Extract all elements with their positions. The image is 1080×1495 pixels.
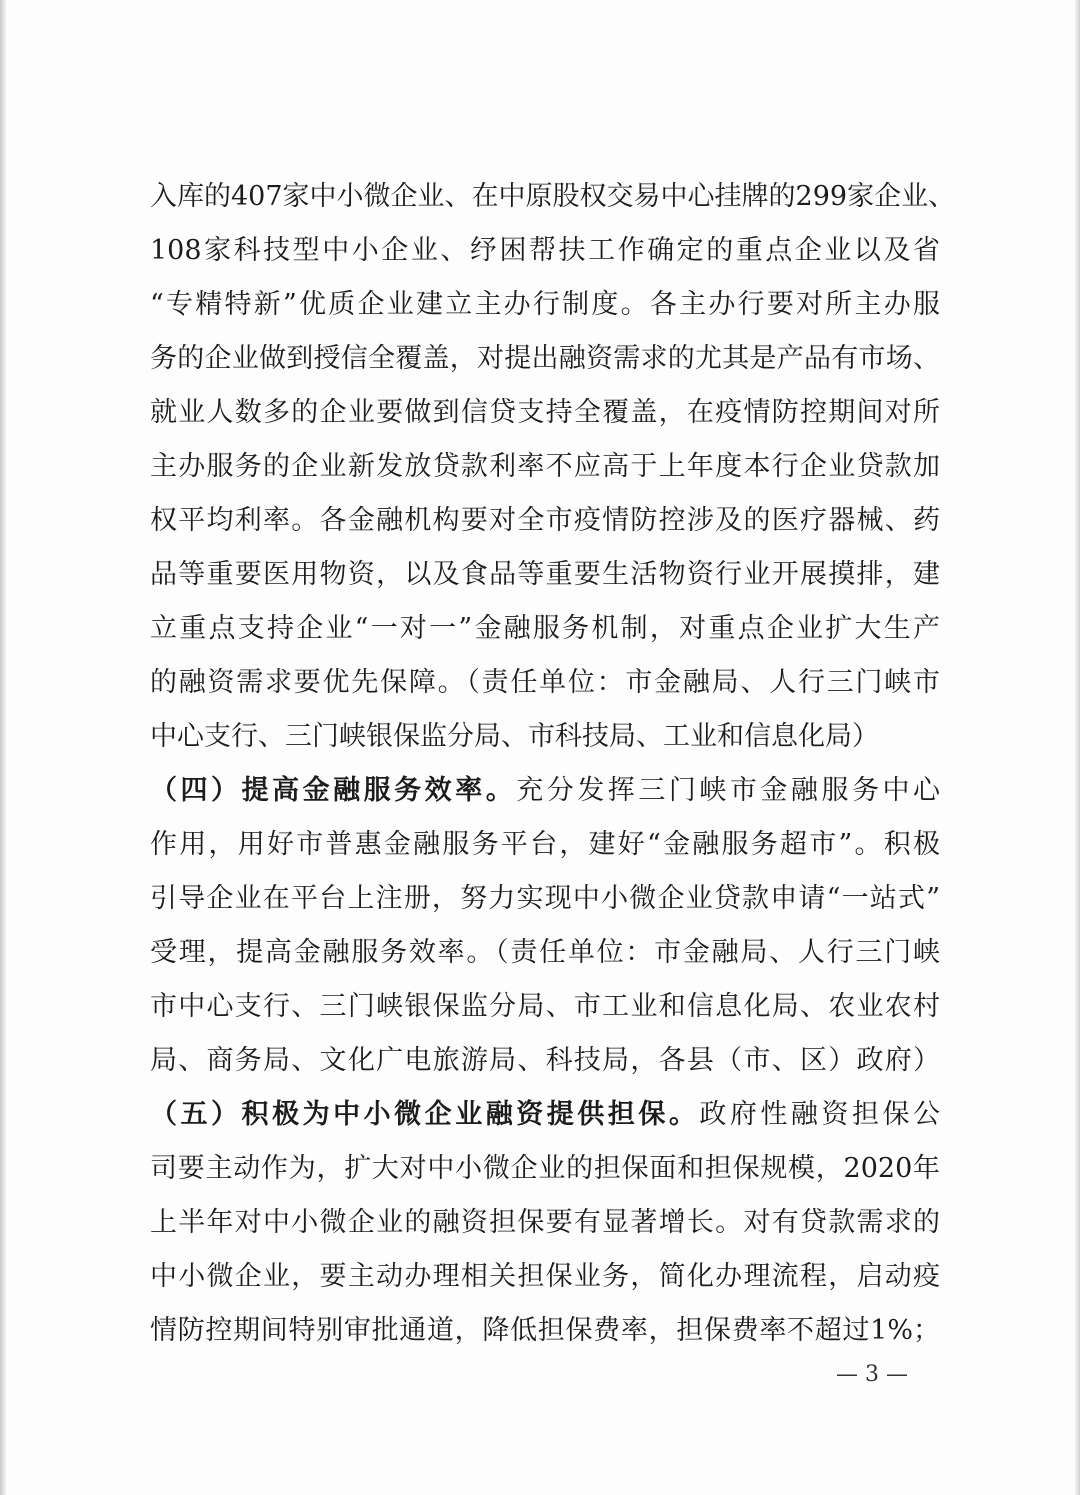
body-line: 就业人数多的企业要做到信贷支持全覆盖，在疫情防控期间对所 (150, 397, 940, 428)
section-4-heading: （四）提高金融服务效率。 (150, 775, 517, 806)
document-body (150, 170, 956, 1358)
body-line: 情防控期间特别审批通道，降低担保费率，担保费率不超过1%； (150, 1315, 940, 1346)
body-line: 108家科技型中小企业、纾困帮扶工作确定的重点企业以及省 (150, 235, 940, 266)
body-line: 上半年对中小微企业的融资担保要有显著增长。对有贷款需求的 (150, 1207, 940, 1238)
body-line: 局、商务局、文化广电旅游局、科技局，各县（市、区）政府） (150, 1045, 940, 1076)
body-line: 引导企业在平台上注册，努力实现中小微企业贷款申请“一站式” (150, 883, 940, 914)
section-5-heading: （五）积极为中小微企业融资提供担保。 (150, 1099, 700, 1130)
body-line: 中小微企业，要主动办理相关担保业务，简化办理流程，启动疫 (150, 1261, 940, 1292)
page-edge-left (0, 0, 6, 1495)
body-line: 入库的407家中小微企业、在中原股权交易中心挂牌的299家企业、 (150, 181, 956, 212)
body-line: 受理，提高金融服务效率。（责任单位：市金融局、人行三门峡 (150, 937, 940, 968)
body-line: 务的企业做到授信全覆盖，对提出融资需求的尤其是产品有市场、 (150, 343, 940, 374)
body-line: 市中心支行、三门峡银保监分局、市工业和信息化局、农业农村 (150, 991, 940, 1022)
body-line: “专精特新”优质企业建立主办行制度。各主办行要对所主办服 (150, 289, 940, 320)
section-5-first-line (150, 1088, 940, 1142)
section-4-first-line (150, 764, 940, 818)
body-line: 品等重要医用物资，以及食品等重要生活物资行业开展摸排，建 (150, 559, 940, 590)
body-line: 立重点支持企业“一对一”金融服务机制，对重点企业扩大生产 (150, 613, 940, 644)
body-line: 作用，用好市普惠金融服务平台，建好“金融服务超市”。积极 (150, 829, 940, 860)
body-line: 权平均利率。各金融机构要对全市疫情防控涉及的医疗器械、药 (150, 505, 940, 536)
page-edge-right (1075, 0, 1080, 1495)
body-line: 主办服务的企业新发放贷款利率不应高于上年度本行企业贷款加 (150, 451, 940, 482)
section-4-text: 充分发挥三门峡市金融服务中心 (516, 775, 941, 806)
body-line: 司要主动作为，扩大对中小微企业的担保面和担保规模，2020年 (150, 1153, 940, 1184)
body-line: 中心支行、三门峡银保监分局、市科技局、工业和信息化局） (150, 721, 879, 752)
section-5-text: 政府性融资担保公 (699, 1099, 940, 1130)
body-line: 的融资需求要优先保障。（责任单位：市金融局、人行三门峡市 (150, 667, 940, 698)
page-number: — 3 — (836, 1362, 908, 1387)
